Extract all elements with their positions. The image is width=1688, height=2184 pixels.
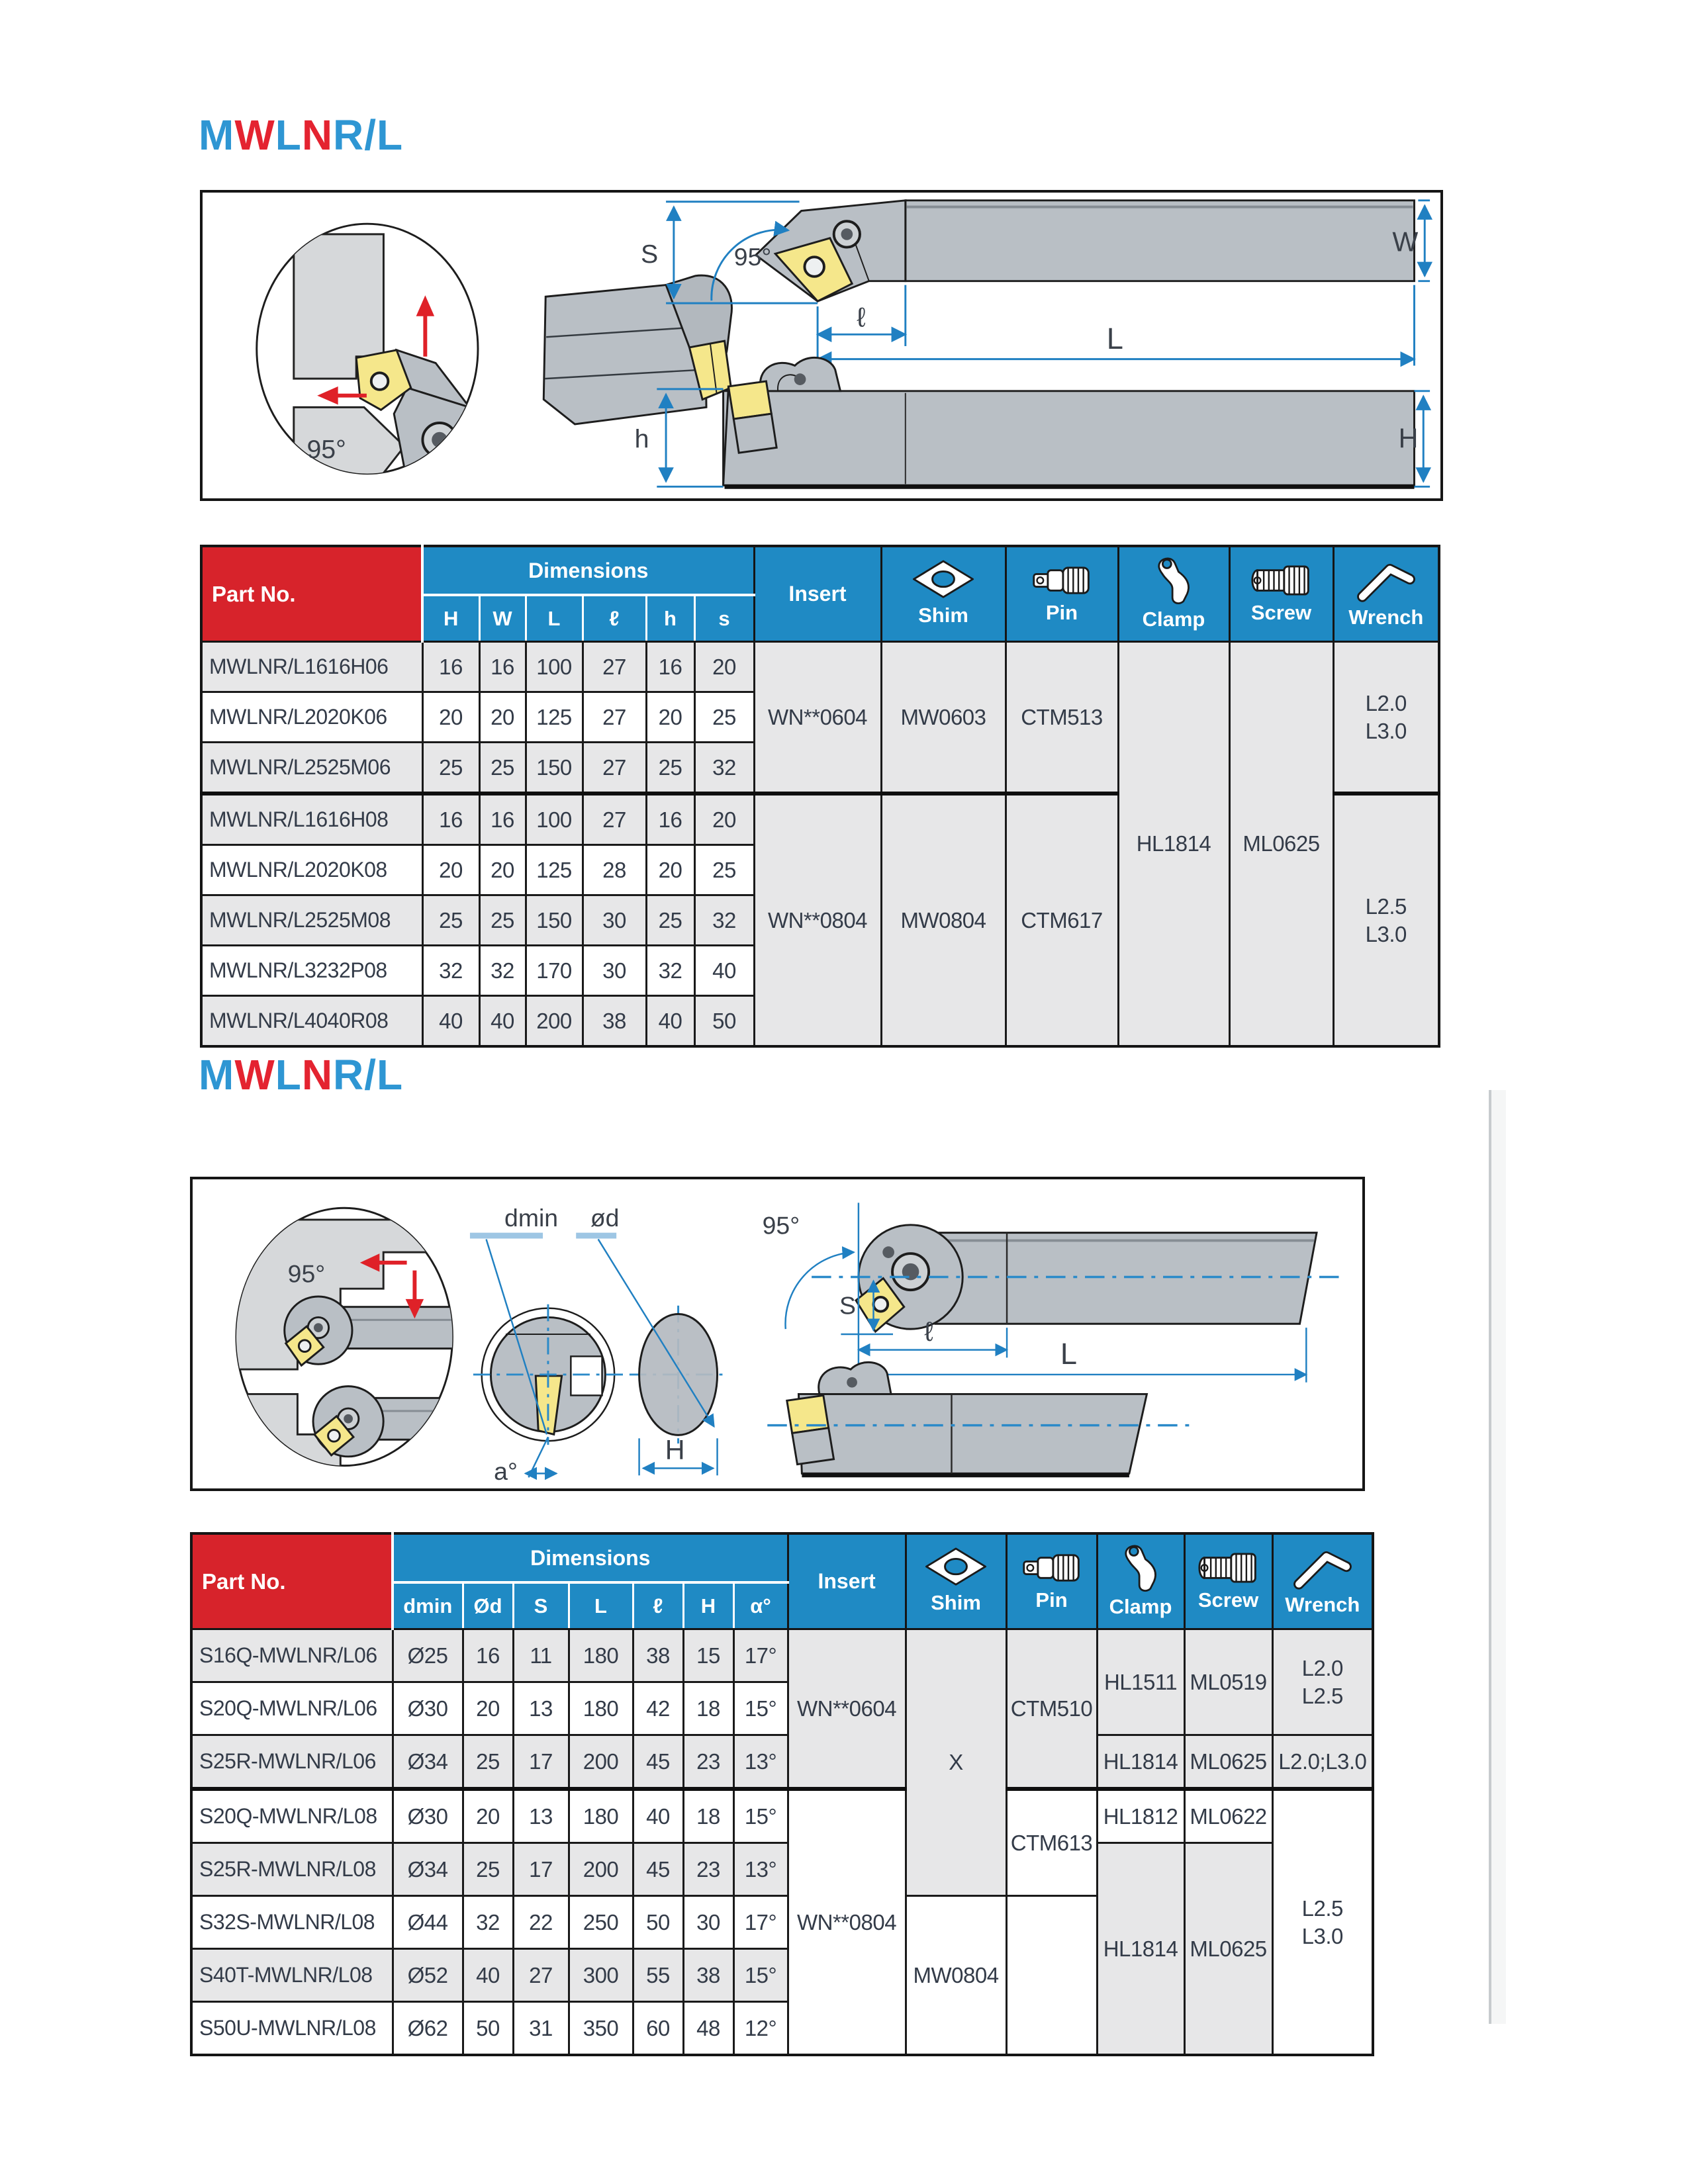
part-no-cell: MWLNR/L2525M08 [201, 895, 422, 946]
shim-label: Shim [918, 603, 968, 627]
col-header-wrench [1333, 546, 1439, 642]
angle-label: 95° [306, 435, 346, 465]
title-letter: L [275, 1051, 302, 1099]
dim-label-L: L [1106, 321, 1123, 355]
dmin-underline [470, 1233, 543, 1239]
title-letter: R/L [333, 111, 404, 159]
wrench-size: L2.0 [1301, 1656, 1343, 1681]
part-no-cell: MWLNR/L1616H06 [201, 642, 422, 692]
dim-cell: 125 [526, 845, 583, 895]
dim-cell: Ø30 [393, 1682, 463, 1735]
shim-cell: X [906, 1629, 1006, 1896]
dim-cell: 300 [569, 1949, 633, 2002]
screw-cell: ML0625 [1229, 642, 1333, 1047]
dim-cell: 23 [683, 1735, 733, 1790]
wrench-cell [1333, 794, 1439, 1046]
dim-cell: Ø62 [393, 2002, 463, 2056]
dim-label-s: S [641, 240, 659, 269]
dim-cell: 40 [463, 1949, 513, 2002]
angle-label: 95° [287, 1259, 326, 1288]
shim-label: Shim [931, 1590, 981, 1614]
dim-label-H: H [665, 1434, 685, 1465]
dim-cell: 25 [463, 1843, 513, 1896]
table-row [191, 1629, 1373, 1682]
wrench-label: Wrench [1348, 605, 1424, 629]
dim-cell: Ø34 [393, 1735, 463, 1790]
title-letter: M [199, 111, 235, 159]
title-letter: N [301, 1051, 334, 1099]
dim-cell: 17 [513, 1735, 569, 1790]
dim-cell: Ø52 [393, 1949, 463, 2002]
dim-cell: 125 [526, 692, 583, 743]
subcol-S: S [513, 1582, 569, 1629]
dim-cell: 13 [513, 1789, 569, 1843]
dim-cell: 25 [646, 895, 694, 946]
dim-cell: 20 [646, 845, 694, 895]
shim-cell: MW0804 [881, 794, 1006, 1046]
dim-cell: 16 [422, 642, 479, 692]
subcol-W: W [479, 595, 526, 642]
dim-cell: 16 [422, 794, 479, 845]
dim-label-l: ℓ [857, 302, 866, 333]
shim-cell: MW0804 [906, 1896, 1006, 2056]
insert-cell: WN**0604 [788, 1629, 906, 1790]
subcol-L: L [569, 1582, 633, 1629]
dim-cell: 25 [646, 743, 694, 794]
subcol-s: s [694, 595, 754, 642]
dim-cell: 12° [733, 2002, 788, 2056]
title-letter: W [234, 111, 275, 159]
subcol-h: h [646, 595, 694, 642]
boring-bar-side-view [767, 1362, 1196, 1475]
boring-bar-top-view [763, 1203, 1339, 1382]
dim-cell: 17° [733, 1896, 788, 1949]
dim-cell: Ø30 [393, 1789, 463, 1843]
shim-icon [910, 560, 976, 601]
dim-cell: 40 [646, 996, 694, 1047]
title-letter: W [234, 1051, 275, 1099]
clamp-cell: HL1511 [1097, 1629, 1184, 1735]
col-header-pin [1006, 1533, 1097, 1629]
dim-cell: 20 [479, 845, 526, 895]
col-header-clamp [1118, 546, 1229, 642]
table-row [191, 1789, 1373, 1843]
part-no-cell: S20Q-MWLNR/L06 [191, 1682, 393, 1735]
col-header-shim [881, 546, 1006, 642]
wrench-cell [1272, 1629, 1373, 1735]
dim-cell: 180 [569, 1629, 633, 1682]
dim-cell: 13 [513, 1682, 569, 1735]
pin-icon [1020, 1550, 1084, 1586]
hex-key-icon [1292, 1545, 1353, 1590]
subcol-od: Ød [463, 1582, 513, 1629]
dim-cell: 17 [513, 1843, 569, 1896]
dim-cell: 16 [479, 642, 526, 692]
dim-cell: 42 [633, 1682, 683, 1735]
dim-label-l: ℓ [924, 1316, 933, 1347]
pin-label: Pin [1035, 1588, 1068, 1612]
diagram2-drawing [193, 1179, 1362, 1488]
dim-cell: 50 [633, 1896, 683, 1949]
angle-label: 95° [762, 1211, 800, 1240]
dim-cell: 38 [583, 996, 646, 1047]
dim-cell: 170 [526, 946, 583, 996]
dim-cell: 20 [694, 642, 754, 692]
part-no-label: Part No. [212, 581, 296, 606]
dim-cell: 25 [479, 895, 526, 946]
dim-cell: 150 [526, 743, 583, 794]
clamp-label: Clamp [1142, 607, 1205, 631]
dim-cell: 13° [733, 1735, 788, 1790]
internal-boring-bar-table [190, 1532, 1374, 2056]
dim-cell: 27 [583, 743, 646, 794]
wrench-size: L2.5 [1365, 894, 1407, 919]
dim-cell: 15° [733, 1682, 788, 1735]
dim-cell: 45 [633, 1843, 683, 1896]
part-no-cell: MWLNR/L3232P08 [201, 946, 422, 996]
dim-cell: 38 [633, 1629, 683, 1682]
dim-cell: 30 [583, 946, 646, 996]
section1-title [199, 111, 404, 159]
pin-label: Pin [1045, 600, 1078, 624]
insert-cell: WN**0604 [754, 642, 881, 794]
wrench-label: Wrench [1285, 1592, 1360, 1616]
dim-cell: 50 [694, 996, 754, 1047]
col-header-dimensions: Dimensions [393, 1533, 788, 1582]
dim-label-h: h [634, 424, 649, 454]
isometric-view [543, 275, 731, 424]
wrench-size: L3.0 [1365, 921, 1407, 946]
part-no-cell: S25R-MWLNR/L06 [191, 1735, 393, 1790]
screw-icon [1197, 1550, 1260, 1586]
insert-cell: WN**0804 [754, 794, 881, 1046]
col-header-screw [1229, 546, 1333, 642]
part-no-cell: S25R-MWLNR/L08 [191, 1843, 393, 1896]
dim-cell: 100 [526, 794, 583, 845]
col-header-shim [906, 1533, 1006, 1629]
pin-cell: CTM617 [1006, 794, 1118, 1046]
dim-cell: 100 [526, 642, 583, 692]
clamp-icon [1118, 1543, 1163, 1592]
subcol-l: ℓ [583, 595, 646, 642]
wrench-size: L2.5 [1301, 1683, 1343, 1708]
dim-cell: 25 [694, 845, 754, 895]
part-no-cell: S16Q-MWLNR/L06 [191, 1629, 393, 1682]
screw-cell: ML0625 [1184, 1735, 1272, 1790]
dim-label-od: ød [590, 1203, 620, 1232]
subcol-dmin: dmin [393, 1582, 463, 1629]
subcol-l: ℓ [633, 1582, 683, 1629]
wrench-size: L3.0 [1365, 718, 1407, 743]
dim-label-s: S [839, 1291, 856, 1320]
col-header-wrench [1272, 1533, 1373, 1629]
title-letter: M [199, 1051, 235, 1099]
diagram1-drawing [203, 193, 1440, 498]
od-underline [576, 1233, 616, 1239]
dim-cell: 25 [479, 743, 526, 794]
dim-cell: 20 [463, 1682, 513, 1735]
screw-label: Screw [1197, 1588, 1259, 1612]
col-header-clamp [1097, 1533, 1184, 1629]
title-letter: L [275, 111, 302, 159]
col-header-dimensions: Dimensions [422, 546, 754, 595]
external-toolholder-table [200, 545, 1440, 1048]
wrench-cell: L2.0;L3.0 [1272, 1735, 1373, 1790]
clamp-cell: HL1814 [1097, 1843, 1184, 2056]
dim-cell: 27 [583, 692, 646, 743]
clamp-cell: HL1814 [1097, 1735, 1184, 1790]
dim-cell: Ø44 [393, 1896, 463, 1949]
dim-cell: 180 [569, 1789, 633, 1843]
part-no-cell: MWLNR/L2020K06 [201, 692, 422, 743]
dim-cell: 20 [422, 692, 479, 743]
dim-cell: 27 [513, 1949, 569, 2002]
table-row [201, 642, 1439, 692]
shim-icon [923, 1547, 989, 1588]
screw-icon [1250, 563, 1313, 598]
dim-cell: 25 [422, 743, 479, 794]
dim-cell: 27 [583, 794, 646, 845]
dim-label-dmin: dmin [504, 1203, 559, 1232]
internal-boring-bar-diagram [190, 1177, 1365, 1491]
dim-cell: Ø34 [393, 1843, 463, 1896]
dim-cell: 31 [513, 2002, 569, 2056]
dim-cell: 13° [733, 1843, 788, 1896]
title-letter: N [301, 111, 334, 159]
wrench-size: L2.0 [1365, 691, 1407, 716]
dim-cell: 11 [513, 1629, 569, 1682]
dim-cell: 60 [633, 2002, 683, 2056]
insert-cell: WN**0804 [788, 1789, 906, 2055]
dim-cell: 200 [569, 1843, 633, 1896]
part-no-cell: S20Q-MWLNR/L08 [191, 1789, 393, 1843]
dim-cell: 16 [646, 794, 694, 845]
wrench-cell [1272, 1789, 1373, 2055]
hex-key-icon [1356, 558, 1417, 603]
dim-cell: 15° [733, 1949, 788, 2002]
cutting-action-inset [257, 224, 492, 476]
dim-cell: 20 [422, 845, 479, 895]
subcol-H: H [422, 595, 479, 642]
subcol-H: H [683, 1582, 733, 1629]
dim-cell: 150 [526, 895, 583, 946]
dim-cell: 48 [683, 2002, 733, 2056]
dim-cell: 180 [569, 1682, 633, 1735]
dim-cell: 30 [683, 1896, 733, 1949]
screw-cell: ML0625 [1184, 1843, 1272, 2056]
dim-cell: 16 [646, 642, 694, 692]
clamp-cell: HL1814 [1118, 642, 1229, 1047]
wrench-size: L2.5 [1301, 1896, 1343, 1921]
dim-label-H: H [1398, 423, 1419, 454]
dim-label-a: a° [494, 1457, 518, 1486]
dim-cell: 45 [633, 1735, 683, 1790]
screw-label: Screw [1250, 600, 1312, 624]
pin-cell: CTM510 [1006, 1629, 1097, 1790]
top-view [641, 201, 1430, 366]
dim-cell: 25 [422, 895, 479, 946]
clamp-icon [1151, 556, 1196, 605]
col-header-part-no [191, 1533, 393, 1629]
wrench-cell [1333, 642, 1439, 794]
side-view [635, 357, 1430, 486]
subcol-L: L [526, 595, 583, 642]
part-no-cell: MWLNR/L4040R08 [201, 996, 422, 1047]
part-no-label: Part No. [202, 1569, 286, 1594]
dim-label-L: L [1060, 1337, 1078, 1371]
pin-cell: CTM513 [1006, 642, 1118, 794]
subcol-alpha: α° [733, 1582, 788, 1629]
dim-cell: 27 [583, 642, 646, 692]
dim-cell: 25 [463, 1735, 513, 1790]
page-edge-shade [1491, 1090, 1506, 2024]
dim-cell: 32 [479, 946, 526, 996]
dim-cell: 16 [463, 1629, 513, 1682]
pin-cell: CTM613 [1006, 1789, 1097, 1896]
col-header-screw [1184, 1533, 1272, 1629]
dim-cell: 50 [463, 2002, 513, 2056]
dim-cell: 30 [583, 895, 646, 946]
dim-cell: 17° [733, 1629, 788, 1682]
dim-cell: 40 [479, 996, 526, 1047]
dim-cell: 40 [422, 996, 479, 1047]
dim-cell: 15° [733, 1789, 788, 1843]
dim-cell: 25 [694, 692, 754, 743]
clamp-label: Clamp [1109, 1594, 1172, 1618]
title-letter: R/L [333, 1051, 404, 1099]
external-toolholder-diagram [200, 190, 1443, 501]
dim-cell: 55 [633, 1949, 683, 2002]
dim-cell: 40 [633, 1789, 683, 1843]
part-no-cell: MWLNR/L1616H08 [201, 794, 422, 845]
pin-icon [1030, 563, 1094, 598]
dim-cell: 32 [646, 946, 694, 996]
dim-cell: 20 [479, 692, 526, 743]
dim-cell: 22 [513, 1896, 569, 1949]
col-header-pin [1006, 546, 1118, 642]
dim-cell: 200 [569, 1735, 633, 1790]
dim-cell: 38 [683, 1949, 733, 2002]
dim-cell: 32 [694, 895, 754, 946]
part-no-cell: MWLNR/L2525M06 [201, 743, 422, 794]
dim-cell: 20 [463, 1789, 513, 1843]
clamp-cell: HL1812 [1097, 1789, 1184, 1843]
dim-cell: 40 [694, 946, 754, 996]
dim-cell: 15 [683, 1629, 733, 1682]
col-header-part-no [201, 546, 422, 642]
dim-cell: 32 [694, 743, 754, 794]
dim-cell: 18 [683, 1682, 733, 1735]
col-header-insert: Insert [754, 546, 881, 642]
section2-title [199, 1051, 404, 1099]
cross-sections [470, 1204, 727, 1485]
dim-cell: 20 [646, 692, 694, 743]
dim-cell: 28 [583, 845, 646, 895]
part-no-cell: S40T-MWLNR/L08 [191, 1949, 393, 2002]
dim-cell: 23 [683, 1843, 733, 1896]
dim-cell: 18 [683, 1789, 733, 1843]
part-no-cell: S50U-MWLNR/L08 [191, 2002, 393, 2056]
dim-cell: 16 [479, 794, 526, 845]
table-row [191, 1843, 1373, 1896]
dim-cell: 20 [694, 794, 754, 845]
angle-label: 95° [733, 243, 772, 271]
dim-cell: 32 [422, 946, 479, 996]
screw-cell: ML0519 [1184, 1629, 1272, 1735]
part-no-cell: S32S-MWLNR/L08 [191, 1896, 393, 1949]
shim-cell: MW0603 [881, 642, 1006, 794]
table-row [191, 1735, 1373, 1790]
dim-label-w: W [1392, 226, 1419, 257]
dim-cell: 200 [526, 996, 583, 1047]
wrench-size: L3.0 [1301, 1923, 1343, 1948]
dim-cell: 32 [463, 1896, 513, 1949]
screw-cell: ML0622 [1184, 1789, 1272, 1843]
dim-cell: 250 [569, 1896, 633, 1949]
dim-cell: Ø25 [393, 1629, 463, 1682]
dim-cell: 350 [569, 2002, 633, 2056]
part-no-cell: MWLNR/L2020K08 [201, 845, 422, 895]
col-header-insert: Insert [788, 1533, 906, 1629]
